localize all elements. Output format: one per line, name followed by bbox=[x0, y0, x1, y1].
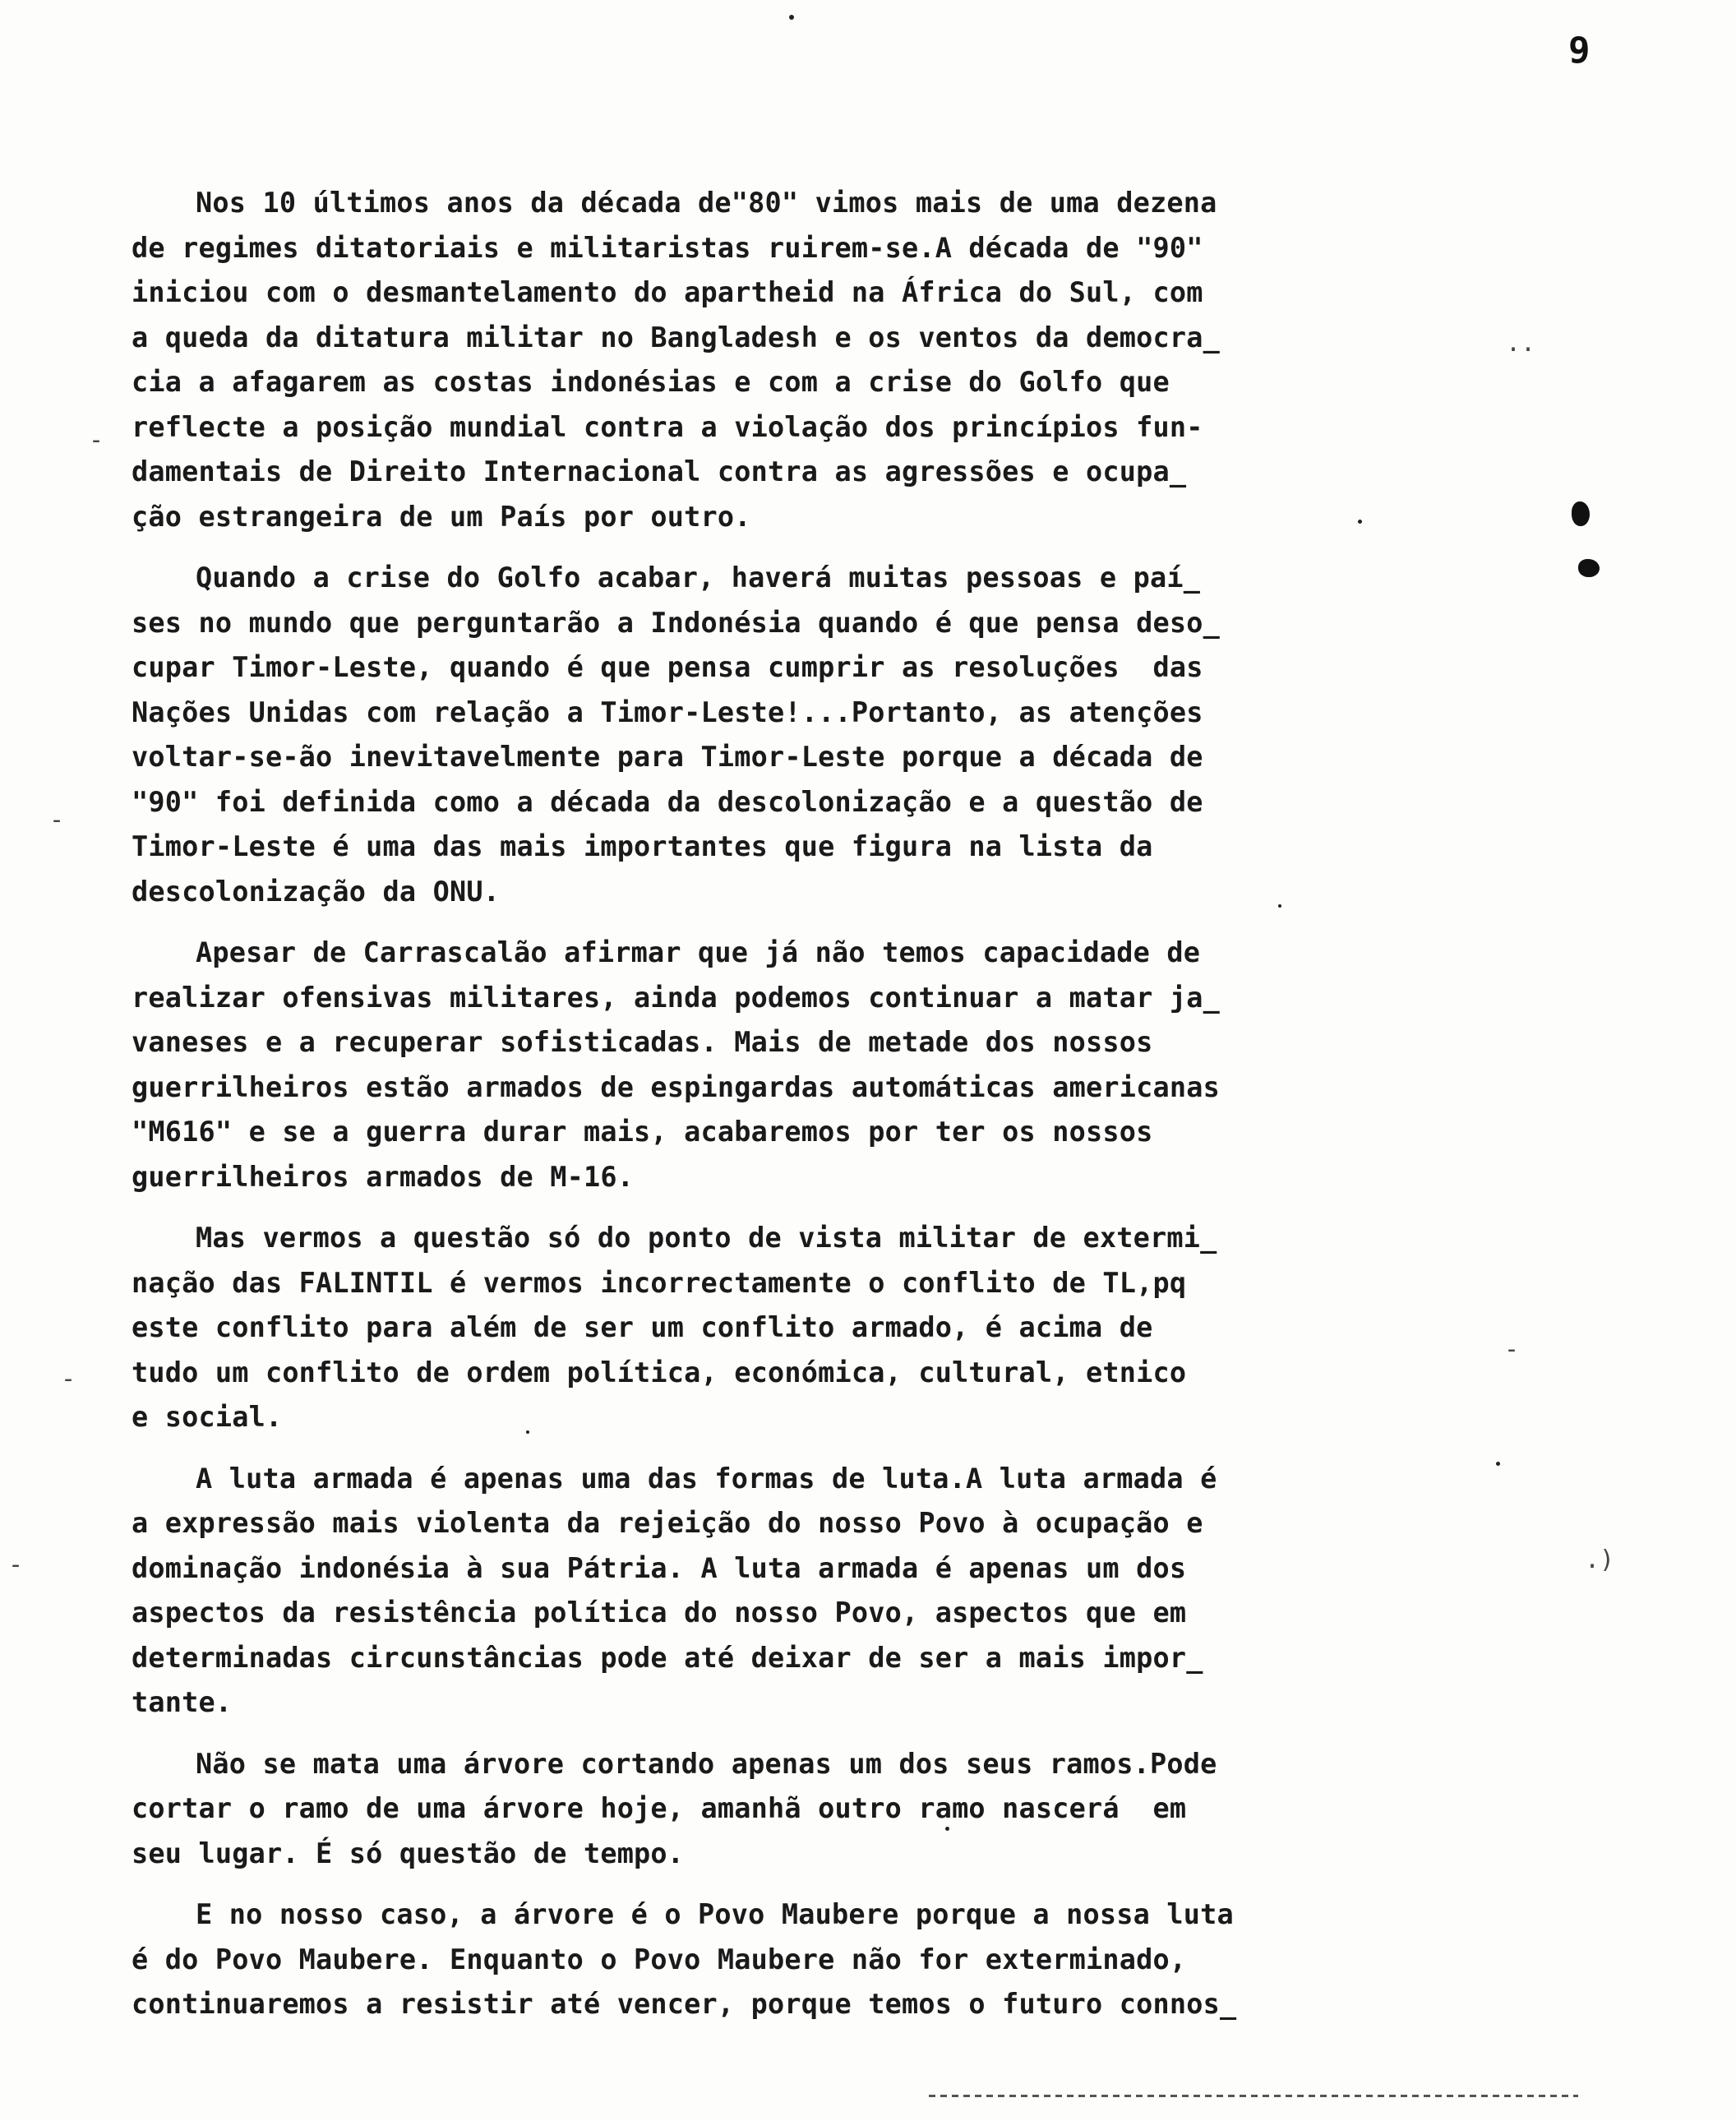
bottom-scan-line bbox=[929, 2095, 1578, 2097]
margin-dash-mark: - bbox=[61, 1365, 76, 1393]
scan-speck bbox=[789, 15, 794, 20]
text-line: A luta armada é apenas uma das formas de luta.A luta armada é bbox=[196, 1462, 1217, 1495]
scan-speck bbox=[1496, 1462, 1500, 1466]
text-line: Quando a crise do Golfo acabar, haverá muitas pessoas e paí_ bbox=[196, 561, 1201, 594]
typewritten-text bbox=[132, 181, 1480, 2044]
text-line: a expressão mais violenta da rejeição do nosso Povo à ocupação e bbox=[132, 1507, 1203, 1539]
text-line: nação das FALINTIL é vermos incorrectamente o conflito de TL,pq bbox=[132, 1266, 1187, 1299]
text-line: Apesar de Carrascalão afirmar que já não temos capacidade de bbox=[196, 936, 1201, 968]
text-line: continuaremos a resistir até vencer, porque temos o futuro connos_ bbox=[132, 1988, 1237, 2020]
text-line: e social. bbox=[132, 1401, 283, 1433]
paragraph-5 bbox=[132, 1457, 1480, 1726]
text-line: iniciou com o desmantelamento do apartheid na África do Sul, com bbox=[132, 276, 1203, 308]
text-line: cortar o ramo de uma árvore hoje, amanhã outro ramo nascerá em bbox=[132, 1792, 1187, 1824]
paragraph-4 bbox=[132, 1216, 1480, 1440]
paragraph-3 bbox=[132, 931, 1480, 1199]
scan-speck bbox=[526, 1430, 529, 1434]
text-line: "M616" e se a guerra durar mais, acabaremos por ter os nossos bbox=[132, 1116, 1153, 1148]
text-line: guerrilheiros estão armados de espingardas automáticas americanas bbox=[132, 1070, 1220, 1103]
text-line: a queda da ditatura militar no Bangladesh e os ventos da democra_ bbox=[132, 321, 1220, 354]
text-line: determinadas circunstâncias pode até deixar de ser a mais impor_ bbox=[132, 1641, 1203, 1674]
scan-speck bbox=[1278, 904, 1281, 908]
text-line: descolonização da ONU. bbox=[132, 875, 501, 908]
page-corner-mark: 9 bbox=[1568, 30, 1591, 72]
text-line: este conflito para além de ser um conflito armado, é acima de bbox=[132, 1311, 1153, 1343]
margin-dash-mark: .. bbox=[1506, 329, 1536, 358]
text-line: ção estrangeira de um País por outro. bbox=[132, 500, 751, 533]
text-line: tudo um conflito de ordem política, económica, cultural, etnico bbox=[132, 1356, 1187, 1389]
margin-dash-mark: - bbox=[8, 1550, 24, 1579]
scan-speck bbox=[1358, 520, 1362, 524]
text-line: voltar-se-ão inevitavelmente para Timor-Leste porque a década de bbox=[132, 741, 1203, 773]
margin-dash-mark: .) bbox=[1585, 1546, 1615, 1574]
paragraph-6 bbox=[132, 1742, 1480, 1877]
margin-dash-mark: - bbox=[1504, 1335, 1520, 1364]
paragraph-2 bbox=[132, 556, 1480, 914]
margin-dash-mark: - bbox=[49, 806, 65, 834]
text-line: E no nosso caso, a árvore é o Povo Maubere porque a nossa luta bbox=[196, 1898, 1234, 1930]
text-line: é do Povo Maubere. Enquanto o Povo Maubere não for exterminado, bbox=[132, 1943, 1187, 1975]
text-line: Timor-Leste é uma das mais importantes que figura na lista da bbox=[132, 830, 1153, 862]
text-line: Não se mata uma árvore cortando apenas um dos seus ramos.Pode bbox=[196, 1747, 1217, 1780]
text-line: cupar Timor-Leste, quando é que pensa cumprir as resoluções das bbox=[132, 651, 1203, 683]
paragraph-1 bbox=[132, 181, 1480, 539]
text-line: "90" foi definida como a década da descolonização e a questão de bbox=[132, 785, 1203, 818]
text-line: cia a afagarem as costas indonésias e com a crise do Golfo que bbox=[132, 366, 1170, 398]
text-line: ses no mundo que perguntarão a Indonésia quando é que pensa deso_ bbox=[132, 606, 1220, 639]
text-line: Nações Unidas com relação a Timor-Leste!...Portanto, as atenções bbox=[132, 695, 1203, 728]
text-line: guerrilheiros armados de M-16. bbox=[132, 1160, 635, 1193]
paragraph-7 bbox=[132, 1892, 1480, 2027]
text-line: Mas vermos a questão só do ponto de vista militar de extermi_ bbox=[196, 1222, 1217, 1254]
text-line: damentais de Direito Internacional contra as agressões e ocupa_ bbox=[132, 455, 1187, 488]
text-line: reflecte a posição mundial contra a violação dos princípios fun- bbox=[132, 410, 1203, 443]
margin-dash-mark: - bbox=[89, 426, 104, 455]
text-line: Nos 10 últimos anos da década de"80" vimos mais de uma dezena bbox=[196, 187, 1217, 219]
scan-speck bbox=[945, 1827, 949, 1831]
text-line: de regimes ditatoriais e militaristas ruirem-se.A década de "90" bbox=[132, 231, 1203, 264]
ink-blot-mark bbox=[1578, 559, 1600, 577]
text-line: aspectos da resistência política do nosso Povo, aspectos que em bbox=[132, 1597, 1187, 1629]
text-line: realizar ofensivas militares, ainda podemos continuar a matar ja_ bbox=[132, 981, 1220, 1014]
text-line: dominação indonésia à sua Pátria. A luta armada é apenas um dos bbox=[132, 1551, 1187, 1584]
ink-blot-mark bbox=[1572, 501, 1590, 526]
text-line: tante. bbox=[132, 1686, 233, 1718]
text-line: seu lugar. É só questão de tempo. bbox=[132, 1837, 685, 1869]
text-line: vaneses e a recuperar sofisticadas. Mais de metade dos nossos bbox=[132, 1026, 1153, 1058]
